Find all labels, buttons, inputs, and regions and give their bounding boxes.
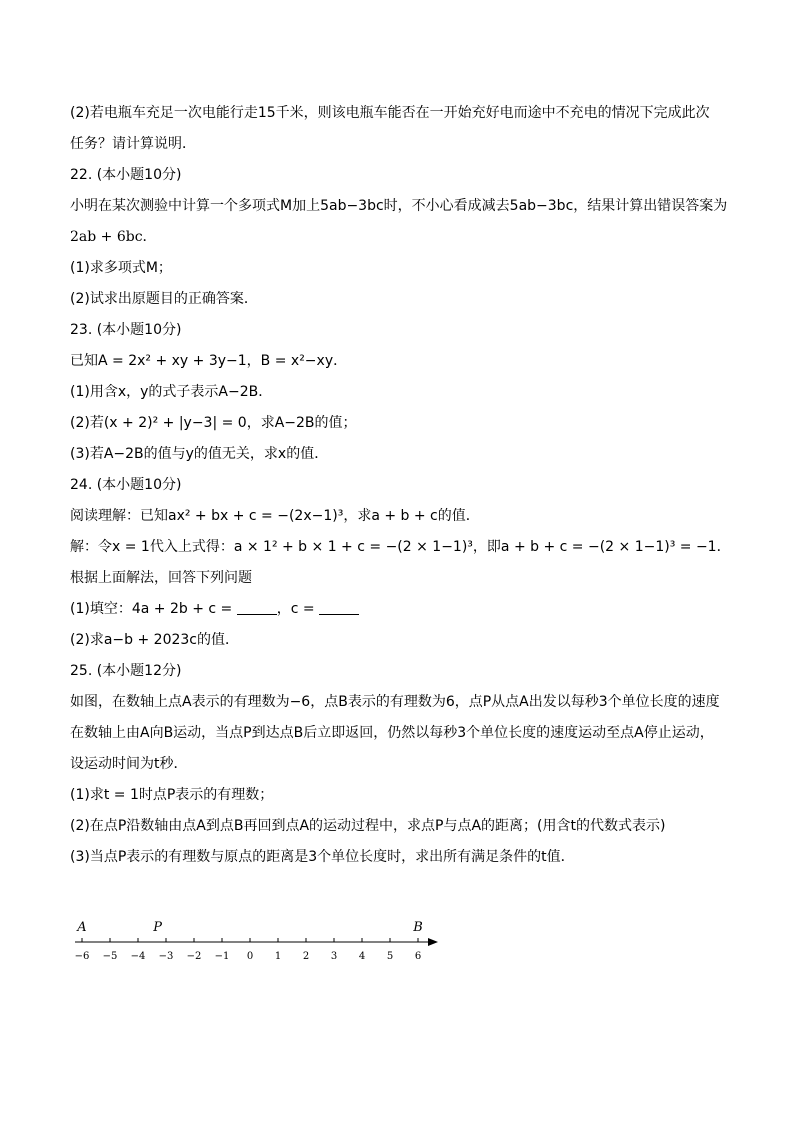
line-q24-stem: 阅读理解：已知ax² + bx + c = −(2x−1)³，求a + b + c的值．	[70, 508, 480, 524]
line-q24-2: (2)求a−b + 2023c的值．	[70, 632, 239, 648]
line-q22-stem-b: 2ab + 6bc．	[70, 229, 157, 245]
point-label-p: P	[153, 920, 162, 935]
line-q21-2a: (2)若电瓶车充足一次电能行走15千米，则该电瓶车能否在一开始充好电而途中不充电的情况下完成此次	[70, 105, 710, 121]
line-q22-1: (1)求多项式M；	[70, 260, 172, 276]
line-q25-2: (2)在点P沿数轴由点A到点B再回到点A的运动过程中，求点P与点A的距离；(用含t的代数式表示)	[70, 818, 666, 834]
line-q22-2: (2)试求出原题目的正确答案．	[70, 291, 258, 307]
line-q25-stem-c: 设运动时间为t秒．	[70, 756, 188, 772]
line-q23-3: (3)若A−2B的值与y的值无关，求x的值．	[70, 446, 329, 462]
line-q24-1	[70, 599, 359, 619]
question-25-header: 25. (本小题12分)	[70, 663, 182, 679]
answer-blank-1[interactable]	[237, 600, 277, 615]
line-q24-instruction: 根据上面解法，回答下列问题	[70, 570, 252, 586]
tick-label: 1	[274, 951, 282, 962]
tick-label: 5	[386, 951, 394, 962]
tick-label: −2	[186, 951, 202, 962]
question-22-header: 22. (本小题10分)	[70, 167, 182, 183]
q24-1-text-a: (1)填空：4a + 2b + c =	[70, 601, 237, 617]
line-q21-2b: 任务？请计算说明．	[70, 136, 196, 152]
question-23-header: 23. (本小题10分)	[70, 322, 182, 338]
tick-label: −4	[130, 951, 146, 962]
number-line-arrow-icon	[428, 938, 438, 946]
tick-label: −1	[214, 951, 230, 962]
point-label-a: A	[77, 920, 87, 935]
question-24-header: 24. (本小题10分)	[70, 477, 182, 493]
tick-label: 4	[358, 951, 366, 962]
line-q23-2: (2)若(x + 2)² + |y−3| = 0，求A−2B的值；	[70, 415, 357, 431]
tick-label: 6	[414, 951, 422, 962]
tick-label: 0	[246, 951, 254, 962]
line-q23-stem: 已知A = 2x² + xy + 3y−1，B = x²−xy．	[70, 353, 348, 369]
line-q25-stem-b: 在数轴上由A向B运动，当点P到达点B后立即返回，仍然以每秒3个单位长度的速度运动至点A停止运动，	[70, 725, 714, 741]
tick-label: −6	[74, 951, 90, 962]
tick-label: −5	[102, 951, 118, 962]
line-q25-stem-a: 如图，在数轴上点A表示的有理数为−6，点B表示的有理数为6，点P从点A出发以每秒3个单位长度的速度	[70, 694, 720, 710]
line-q25-1: (1)求t = 1时点P表示的有理数；	[70, 787, 274, 803]
line-q23-1: (1)用含x，y的式子表示A−2B．	[70, 384, 273, 400]
q24-1-text-b: ，c =	[276, 601, 320, 617]
point-label-b: B	[413, 920, 423, 935]
answer-blank-2[interactable]	[319, 600, 359, 615]
number-line-figure	[70, 915, 470, 975]
tick-label: 2	[302, 951, 310, 962]
line-q25-3: (3)当点P表示的有理数与原点的距离是3个单位长度时，求出所有满足条件的t值．	[70, 849, 575, 865]
tick-label: −3	[158, 951, 174, 962]
tick-label: 3	[330, 951, 338, 962]
line-q24-solution: 解：令x = 1代入上式得：a × 1² + b × 1 + c = −(2 × 1−1)³，即a + b + c = −(2 × 1−1)³ = −1．	[70, 539, 731, 555]
line-q22-stem-a: 小明在某次测验中计算一个多项式M加上5ab−3bc时，不小心看成减去5ab−3bc，结果计算出错误答案为	[70, 198, 728, 214]
